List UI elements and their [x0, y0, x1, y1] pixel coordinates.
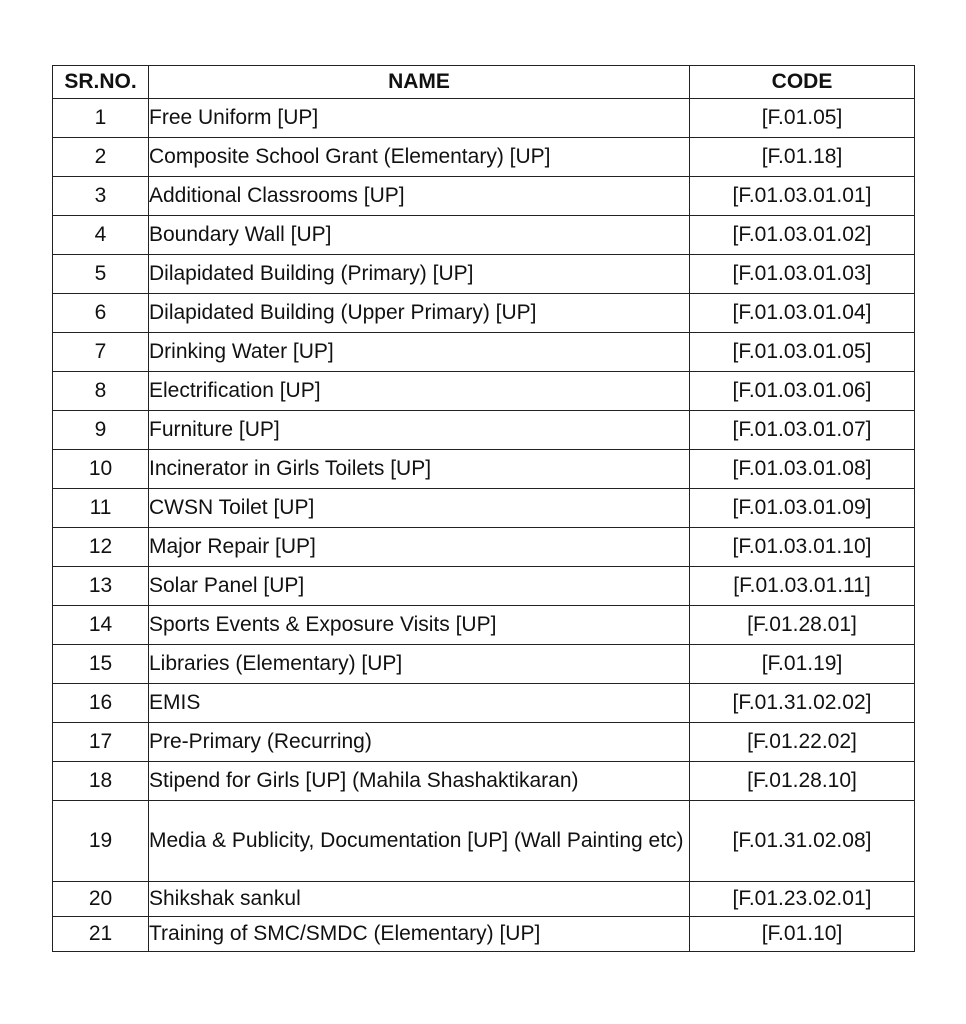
header-name: NAME — [149, 66, 690, 99]
header-row — [53, 66, 915, 99]
code-cell: [F.01.23.02.01] — [690, 882, 915, 917]
name-cell: Dilapidated Building (Primary) [UP] — [149, 255, 690, 294]
name-cell: Stipend for Girls [UP] (Mahila Shashaktikaran) — [149, 762, 690, 801]
name-cell: Training of SMC/SMDC (Elementary) [UP] — [149, 917, 690, 952]
sr-no-cell: 20 — [53, 882, 149, 917]
sr-no-cell: 1 — [53, 99, 149, 138]
sr-no-cell: 8 — [53, 372, 149, 411]
code-cell: [F.01.03.01.04] — [690, 294, 915, 333]
name-cell: Free Uniform [UP] — [149, 99, 690, 138]
code-cell: [F.01.10] — [690, 917, 915, 952]
sr-no-cell: 6 — [53, 294, 149, 333]
code-cell: [F.01.03.01.11] — [690, 567, 915, 606]
name-cell: Sports Events & Exposure Visits [UP] — [149, 606, 690, 645]
table-row — [53, 138, 915, 177]
sr-no-cell: 18 — [53, 762, 149, 801]
table-row — [53, 489, 915, 528]
table-row — [53, 801, 915, 882]
table-row — [53, 684, 915, 723]
code-cell: [F.01.03.01.10] — [690, 528, 915, 567]
sr-no-cell: 5 — [53, 255, 149, 294]
name-cell: Major Repair [UP] — [149, 528, 690, 567]
code-cell: [F.01.03.01.09] — [690, 489, 915, 528]
code-cell: [F.01.03.01.08] — [690, 450, 915, 489]
table-row — [53, 917, 915, 952]
header-sr-no: SR.NO. — [53, 66, 149, 99]
sr-no-cell: 17 — [53, 723, 149, 762]
table-row — [53, 216, 915, 255]
sr-no-cell: 16 — [53, 684, 149, 723]
name-cell: Solar Panel [UP] — [149, 567, 690, 606]
name-cell: Libraries (Elementary) [UP] — [149, 645, 690, 684]
name-cell: Dilapidated Building (Upper Primary) [UP] — [149, 294, 690, 333]
name-cell: Media & Publicity, Documentation [UP] (Wall Painting etc) — [149, 801, 690, 882]
name-cell: Additional Classrooms [UP] — [149, 177, 690, 216]
name-cell: Composite School Grant (Elementary) [UP] — [149, 138, 690, 177]
code-cell: [F.01.28.01] — [690, 606, 915, 645]
name-cell: Electrification [UP] — [149, 372, 690, 411]
table-row — [53, 99, 915, 138]
sr-no-cell: 19 — [53, 801, 149, 882]
sr-no-cell: 15 — [53, 645, 149, 684]
table-row — [53, 567, 915, 606]
sr-no-cell: 11 — [53, 489, 149, 528]
sr-no-cell: 14 — [53, 606, 149, 645]
table-row — [53, 177, 915, 216]
code-cell: [F.01.22.02] — [690, 723, 915, 762]
table-row — [53, 528, 915, 567]
table-row — [53, 372, 915, 411]
header-code: CODE — [690, 66, 915, 99]
codes-table — [52, 65, 915, 952]
table-row — [53, 762, 915, 801]
table-row — [53, 606, 915, 645]
table-row — [53, 882, 915, 917]
code-cell: [F.01.03.01.01] — [690, 177, 915, 216]
sr-no-cell: 10 — [53, 450, 149, 489]
name-cell: Incinerator in Girls Toilets [UP] — [149, 450, 690, 489]
code-cell: [F.01.03.01.07] — [690, 411, 915, 450]
name-cell: Shikshak sankul — [149, 882, 690, 917]
table-row — [53, 411, 915, 450]
table-row — [53, 723, 915, 762]
code-cell: [F.01.18] — [690, 138, 915, 177]
name-cell: Drinking Water [UP] — [149, 333, 690, 372]
sr-no-cell: 13 — [53, 567, 149, 606]
name-cell: Boundary Wall [UP] — [149, 216, 690, 255]
name-cell: Furniture [UP] — [149, 411, 690, 450]
code-cell: [F.01.19] — [690, 645, 915, 684]
code-cell: [F.01.05] — [690, 99, 915, 138]
code-cell: [F.01.31.02.08] — [690, 801, 915, 882]
table-row — [53, 294, 915, 333]
code-cell: [F.01.28.10] — [690, 762, 915, 801]
table-row — [53, 333, 915, 372]
code-cell: [F.01.03.01.05] — [690, 333, 915, 372]
table-row — [53, 645, 915, 684]
code-cell: [F.01.03.01.03] — [690, 255, 915, 294]
name-cell: Pre-Primary (Recurring) — [149, 723, 690, 762]
sr-no-cell: 4 — [53, 216, 149, 255]
code-cell: [F.01.31.02.02] — [690, 684, 915, 723]
name-cell: EMIS — [149, 684, 690, 723]
code-cell: [F.01.03.01.06] — [690, 372, 915, 411]
table-row — [53, 255, 915, 294]
sr-no-cell: 9 — [53, 411, 149, 450]
sr-no-cell: 12 — [53, 528, 149, 567]
name-cell: CWSN Toilet [UP] — [149, 489, 690, 528]
table-row — [53, 450, 915, 489]
sr-no-cell: 3 — [53, 177, 149, 216]
sr-no-cell: 21 — [53, 917, 149, 952]
sr-no-cell: 2 — [53, 138, 149, 177]
sr-no-cell: 7 — [53, 333, 149, 372]
code-cell: [F.01.03.01.02] — [690, 216, 915, 255]
